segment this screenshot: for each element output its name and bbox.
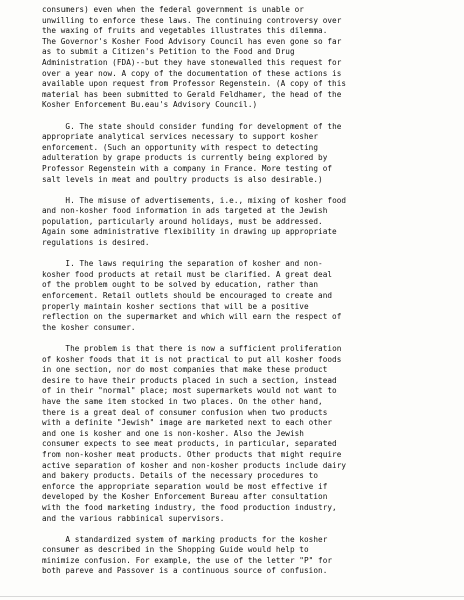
paragraph-h-advertisements: H. The misuse of advertisements, i.e., mixing of kosher food and non-kosher food information in ads targeted at the Jewish population, particularly around holidays, must be addressed. Again some administrative flexibility in drawing up appropriate regulations is desired.	[42, 195, 347, 248]
document-body	[42, 5, 428, 577]
scan-edge	[0, 596, 464, 597]
paragraph-proliferation-problem: The problem is that there is now a sufficient proliferation of kosher foods that it is not practical to put all kosher foods in one section, nor do most companies that make these product desire to have their products placed in such a section, instead of in their "normal" place; most supermarkets would not want to have the same item stocked in two places. On the other hand, there is a great deal of consumer confusion when two products with a definite "Jewish" image are marketed next to each other and one is kosher and one is non-kosher. Also the Jewish consumer expects to see meat products, in particular, separated from non-kosher meat products. Other products that might require active separation of kosher and non-kosher products include dairy and bakery products. Details of the necessary procedures to enforce the appropriate separation would be most effective if developed by the Kosher Enforcement Bureau after consultation with the food marketing industry, the food production industry, and the various rabbinical supervisors.	[42, 344, 347, 523]
paragraph-i-separation-laws: I. The laws requiring the separation of kosher and non- kosher food products at retail must be clarified. A great deal of the problem ought to be solved by education, rather than enforcement. Retail outlets should be encouraged to create and properly maintain kosher sections that will be a positive reflection on the supermarket and which will earn the respect of the kosher consumer.	[42, 259, 342, 332]
paragraph-standardized-marking: A standardized system of marking products for the kosher consumer as described in the Shopping Guide would help to minimize confusion. For example, the use of the letter "P" for both pareve and Passover is a continuous source of confusion.	[42, 534, 333, 576]
paragraph-continuation-consumers: consumers) even when the federal government is unable or unwilling to enforce these laws. The continuing controversy over the waxing of fruits and vegetables illustrates this dilemma. The Governor's Kosher Food Advisory Council has even gone so far as to submit a Citizen's Petition to the Food and Drug Administration (FDA)--but they have stonewalled this request for over a year now. A copy of the documentation of these actions is available upon request from Professor Regenstein. (A copy of this material has been submitted to Gerald Feldhamer, the head of the Kosher Enforcement Bu.eau's Advisory Council.)	[42, 5, 347, 110]
paragraph-g-analytical-services: G. The state should consider funding for development of the appropriate analytical services necessary to support kosher enforcement. (Such an opportunity with respect to detecting adulteration by grape products is currently being explored by Professor Regenstein with a company in France. More testing of salt levels in meat and poultry products is also desirable.)	[42, 121, 342, 184]
